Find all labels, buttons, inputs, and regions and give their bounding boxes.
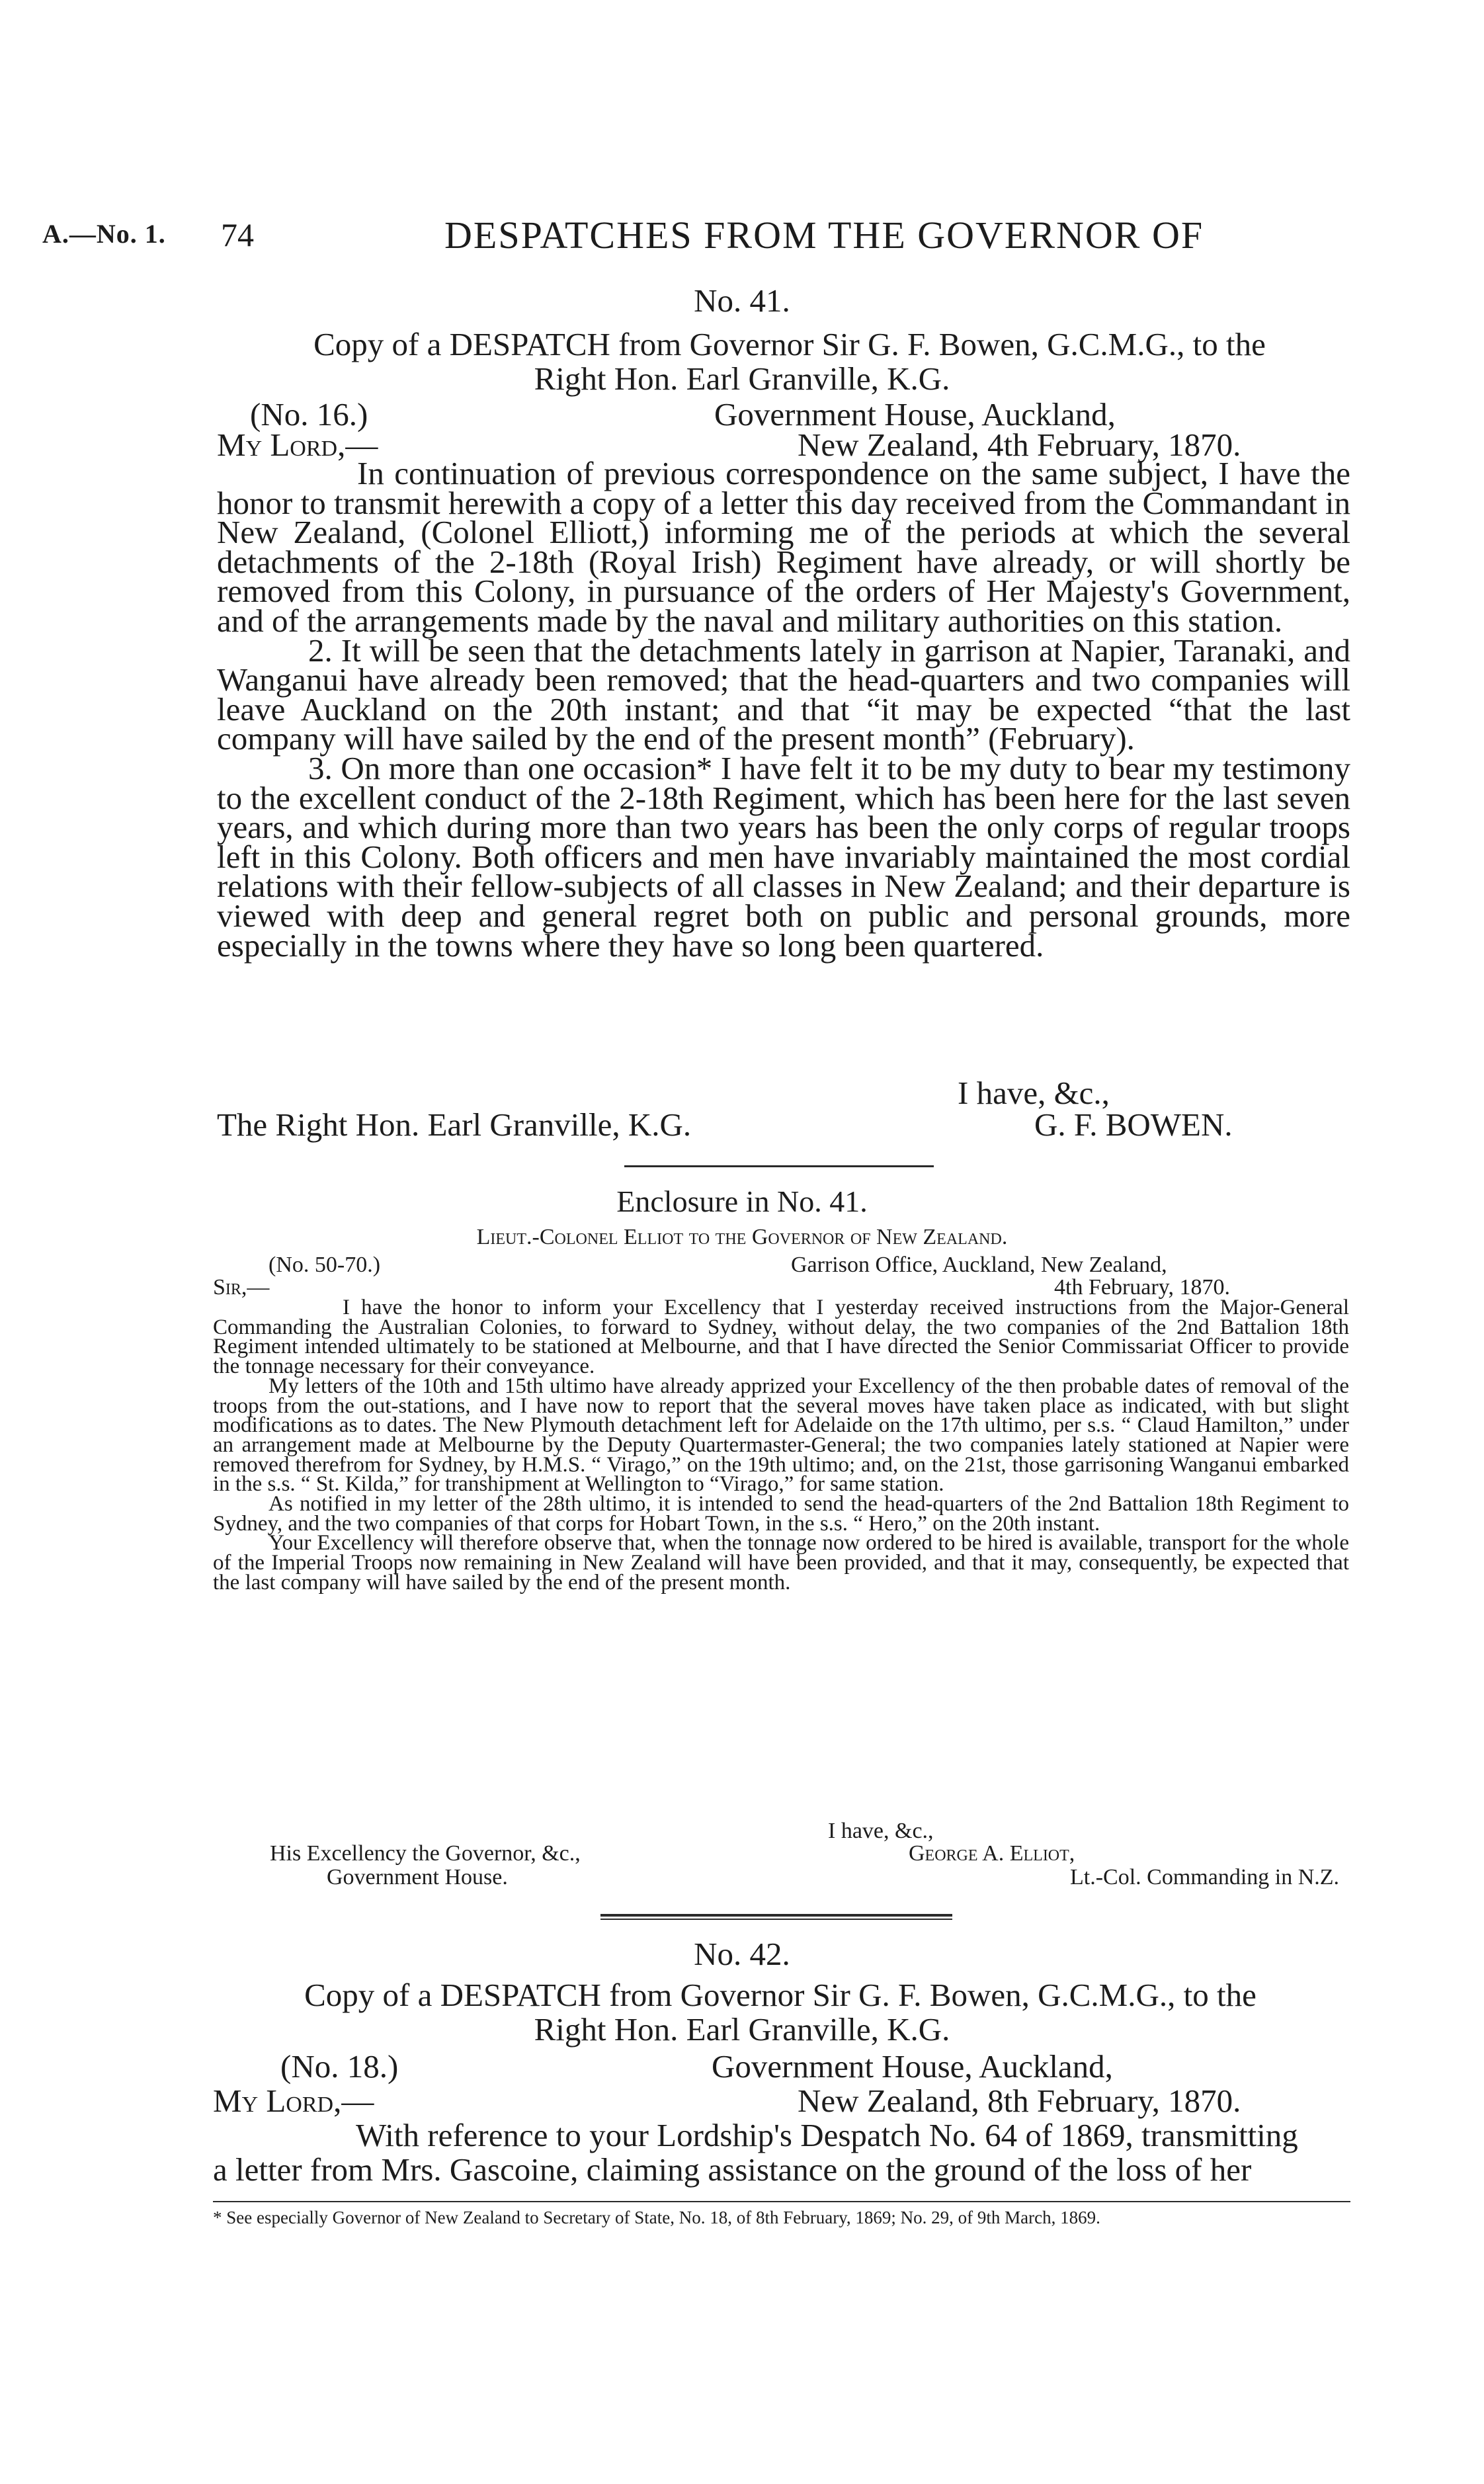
despatch-41-heading-line2: Right Hon. Earl Granville, K.G. — [534, 360, 950, 397]
despatch-42-date: New Zealand, 8th February, 1870. — [798, 2083, 1241, 2119]
separator-rule — [624, 1165, 934, 1167]
despatch-42-paragraph-line1: With reference to your Lordship's Despatch No. 64 of 1869, transmitting — [356, 2117, 1298, 2153]
enclosure-addressee-line1: His Excellency the Governor, &c., — [270, 1841, 581, 1866]
despatch-41-ref-number: (No. 16.) — [250, 396, 368, 433]
enclosure-paragraph: I have the honor to inform your Excellency that I yesterday received instructions from the Major-General Commanding the Australian Colonies, to forward to Sydney, without delay, the two companies of the 2nd Battalion 18th Regiment intended ultimately to be stationed at Melbourne, and that I have directed the Senior Commissariat Officer to provide the tonnage necessary for their conveyance. — [213, 1296, 1349, 1379]
enclosure-salutation: Sir,— — [213, 1275, 270, 1300]
footnote: * See especially Governor of New Zealand to Secretary of State, No. 18, of 8th February, 1869; No. 29, of 9th March, 1869. — [213, 2208, 1100, 2227]
despatch-41-paragraph: 2. It will be seen that the detachments lately in garrison at Napier, Taranaki, and Wanganui have already been removed; that the head-quarters and two companies will leave Auckland on the 20th instant; and that “it may be expected “that the last company will have sailed by the end of the present month” (February). — [217, 632, 1350, 757]
despatch-41-number: No. 41. — [694, 282, 790, 319]
page-number: 74 — [221, 216, 254, 253]
despatch-41-date: New Zealand, 4th February, 1870. — [798, 427, 1241, 463]
despatch-41-salutation: My Lord,— — [217, 427, 378, 463]
enclosure-paragraph: As notified in my letter of the 28th ultimo, it is intended to send the head-quarters of the 2nd Battalion 18th Regiment to Sydney, and the two companies of that corps for Hobart Town, in the s.s. “ Hero,” on the 20th instant. — [213, 1492, 1349, 1536]
enclosure-address: Garrison Office, Auckland, New Zealand, — [791, 1253, 1167, 1277]
despatch-41-addressee: The Right Hon. Earl Granville, K.G. — [217, 1106, 692, 1143]
enclosure-title: Enclosure in No. 41. — [616, 1184, 868, 1218]
despatch-42-ref-number: (No. 18.) — [280, 2048, 399, 2085]
enclosure-ref-number: (No. 50-70.) — [268, 1253, 381, 1277]
enclosure-closing: I have, &c., — [828, 1819, 934, 1843]
despatch-42-heading-line1: Copy of a DESPATCH from Governor Sir G. F. Bowen, G.C.M.G., to the — [304, 1977, 1257, 2013]
enclosure-paragraph: My letters of the 10th and 15th ultimo have already apprized your Excellency of the then probable dates of removal of the troops from the out-stations, and I have now to report that the several moves have taken place as indicated, with but slight modifications as to dates. The New Plymouth detachment left for Adelaide on the 17th ultimo, per s.s. “ Claud Hamilton,” under an arrangement made at Melbourne by the Deputy Quartermaster-General; the two companies lately stationed at Napier were removed therefrom for Sydney, by H.M.S. “ Virago,” on the 19th ultimo; and, on the 21st, those garrisoning Wanganui embarked in the s.s. “ St. Kilda,” for transhipment at Wellington to “Virago,” for same station. — [213, 1374, 1349, 1497]
despatch-42-paragraph-line2: a letter from Mrs. Gascoine, claiming assistance on the ground of the loss of her — [213, 2151, 1252, 2188]
enclosure-addressee-line2: Government House. — [327, 1865, 508, 1889]
footnote-rule — [213, 2201, 1350, 2202]
despatch-41-body — [217, 455, 1350, 964]
separator-rule-double-top — [600, 1914, 952, 1917]
separator-rule-double-bottom — [600, 1919, 952, 1920]
despatch-42-number: No. 42. — [694, 1936, 790, 1972]
despatch-41-address: Government House, Auckland, — [714, 396, 1116, 433]
enclosure-paragraph: Your Excellency will therefore observe that, when the tonnage now ordered to be hired is available, transport for the whole of the Imperial Troops now remaining in New Zealand will have been provided, and that it may, consequently, be expected that the last company will have sailed by the end of the present month. — [213, 1531, 1349, 1594]
despatch-42-salutation: My Lord,— — [213, 2083, 374, 2119]
enclosure-signature-title: Lt.-Col. Commanding in N.Z. — [1070, 1865, 1340, 1889]
section-label: A.—No. 1. — [42, 219, 166, 249]
enclosure-body — [213, 1298, 1349, 1593]
enclosure-date: 4th February, 1870. — [1054, 1275, 1230, 1300]
despatch-41-closing: I have, &c., — [958, 1075, 1110, 1111]
despatch-41-heading-line1: Copy of a DESPATCH from Governor Sir G. F. Bowen, G.C.M.G., to the — [313, 326, 1266, 362]
enclosure-subtitle: Lieut.-Colonel Elliot to the Governor of New Zealand. — [476, 1225, 1008, 1249]
despatch-41-signature: G. F. BOWEN. — [1034, 1106, 1233, 1143]
despatch-41-paragraph: 3. On more than one occasion* I have felt it to be my duty to bear my testimony to the excellent conduct of the 2-18th Regiment, which has been here for the last seven years, and which during more than two years has been the only corps of regular troops left in this Colony. Both officers and men have invariably maintained the most cordial relations with their fellow-subjects of all classes in New Zealand; and their departure is viewed with deep and general regret both on public and personal grounds, more especially in the towns where they have so long been quartered. — [217, 749, 1350, 964]
despatch-42-address: Government House, Auckland, — [712, 2048, 1113, 2085]
despatch-42-heading-line2: Right Hon. Earl Granville, K.G. — [534, 2011, 950, 2048]
enclosure-signature-name: George A. Elliot, — [909, 1841, 1075, 1866]
running-title: DESPATCHES FROM THE GOVERNOR OF — [444, 214, 1204, 257]
despatch-41-paragraph: In continuation of previous correspondence on the same subject, I have the honor to transmit herewith a copy of a letter this day received from the Commandant in New Zealand, (Colonel Elliott,) informing me of the periods at which the several detachments of the 2-18th (Royal Irish) Regiment have already, or will shortly be removed from this Colony, in pursuance of the orders of Her Majesty's Government, and of the arrangements made by the naval and military authorities on this station. — [217, 455, 1350, 639]
